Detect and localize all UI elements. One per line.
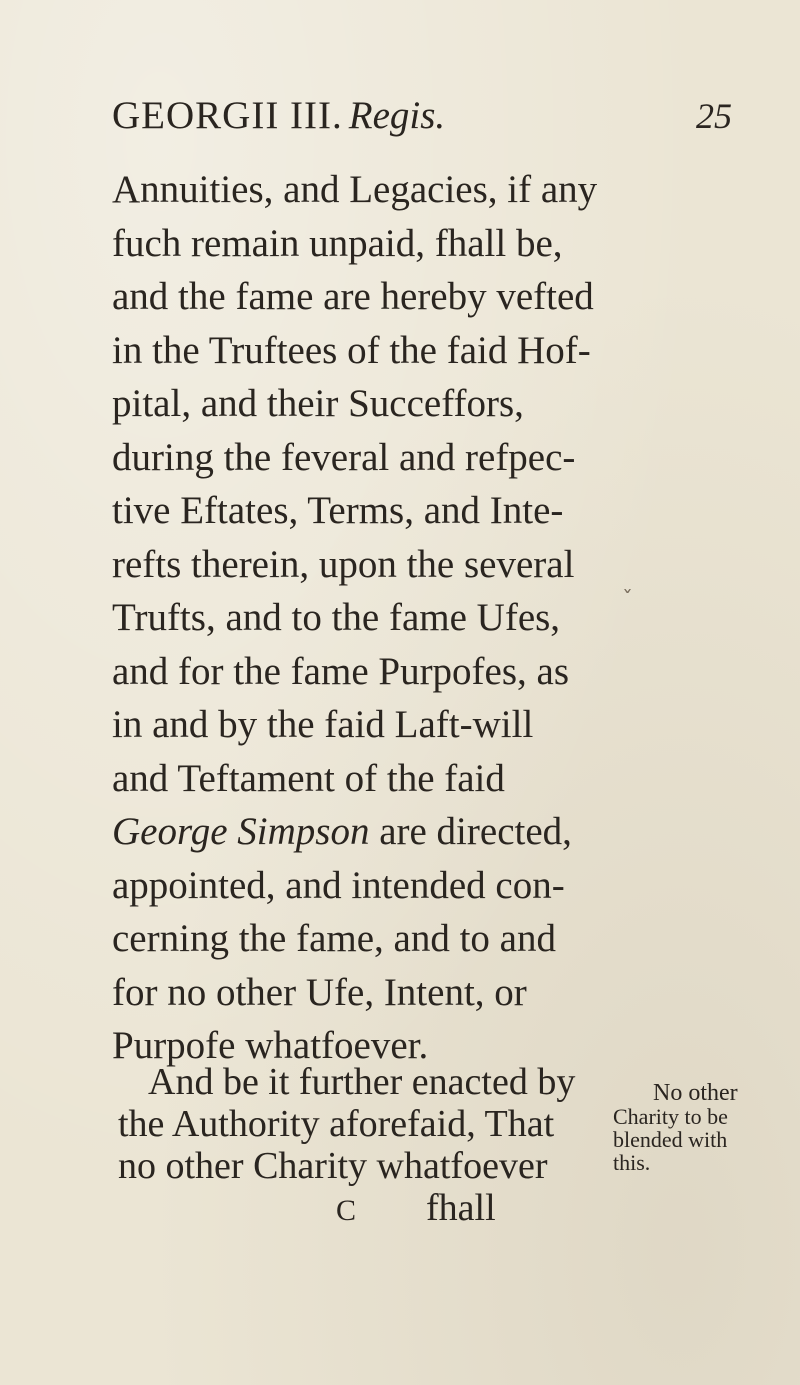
text-line: And be it further enacted by: [148, 1061, 576, 1103]
text-line: during the feveral and refpec-: [112, 435, 576, 479]
text-line: fuch remain unpaid, fhall be,: [112, 221, 563, 265]
text-line: cerning the fame, and to and: [112, 917, 556, 960]
person-name: George Simpson: [112, 810, 370, 853]
running-title-text: GEORGII III.: [112, 94, 343, 137]
text-line: Trufts, and to the fame Ufes,: [112, 596, 561, 639]
text-line: and for the fame Purpofes, as: [112, 649, 570, 693]
running-title-regis: Regis.: [348, 94, 446, 137]
margin-note-line: No other: [653, 1080, 738, 1106]
text-line: and the fame are hereby vefted: [112, 275, 594, 318]
text-line: appointed, and intended con-: [112, 863, 565, 907]
line-end-mark: ˇ: [622, 588, 633, 613]
margin-note-line: Charity to be: [613, 1104, 728, 1129]
text-line: Purpofe whatfoever.: [112, 1024, 429, 1067]
text-line: tive Eftates, Terms, and Inte-: [112, 489, 564, 532]
signature-mark: C: [336, 1194, 357, 1227]
text-line: Annuities, and Legacies, if any: [112, 168, 598, 211]
main-paragraph: [112, 163, 612, 1073]
text-line: no other Charity whatfoever: [118, 1145, 548, 1187]
margin-note-line: this.: [613, 1150, 651, 1175]
page-header: [112, 93, 760, 143]
text-line: for no other Ufe, Intent, or: [112, 970, 527, 1014]
text-line: in the Truftees of the faid Hof-: [112, 328, 591, 372]
page-number: 25: [696, 96, 732, 136]
text-line: refts therein, upon the several: [112, 542, 575, 586]
catchword: fhall: [426, 1187, 496, 1229]
text-line: [112, 805, 612, 859]
text-line: in and by the faid Laft-will: [112, 703, 534, 746]
second-paragraph: [118, 1061, 618, 1232]
text-line: pital, and their Succeffors,: [112, 382, 524, 425]
margin-note: [613, 1082, 793, 1174]
running-title: [112, 93, 445, 138]
text-line: and Teftament of the faid: [112, 756, 505, 800]
text-line-rest: are directed,: [369, 810, 572, 853]
margin-note-line: blended with: [613, 1127, 728, 1152]
text-line: the Authority aforefaid, That: [118, 1103, 555, 1145]
catchword-line: [118, 1187, 618, 1232]
